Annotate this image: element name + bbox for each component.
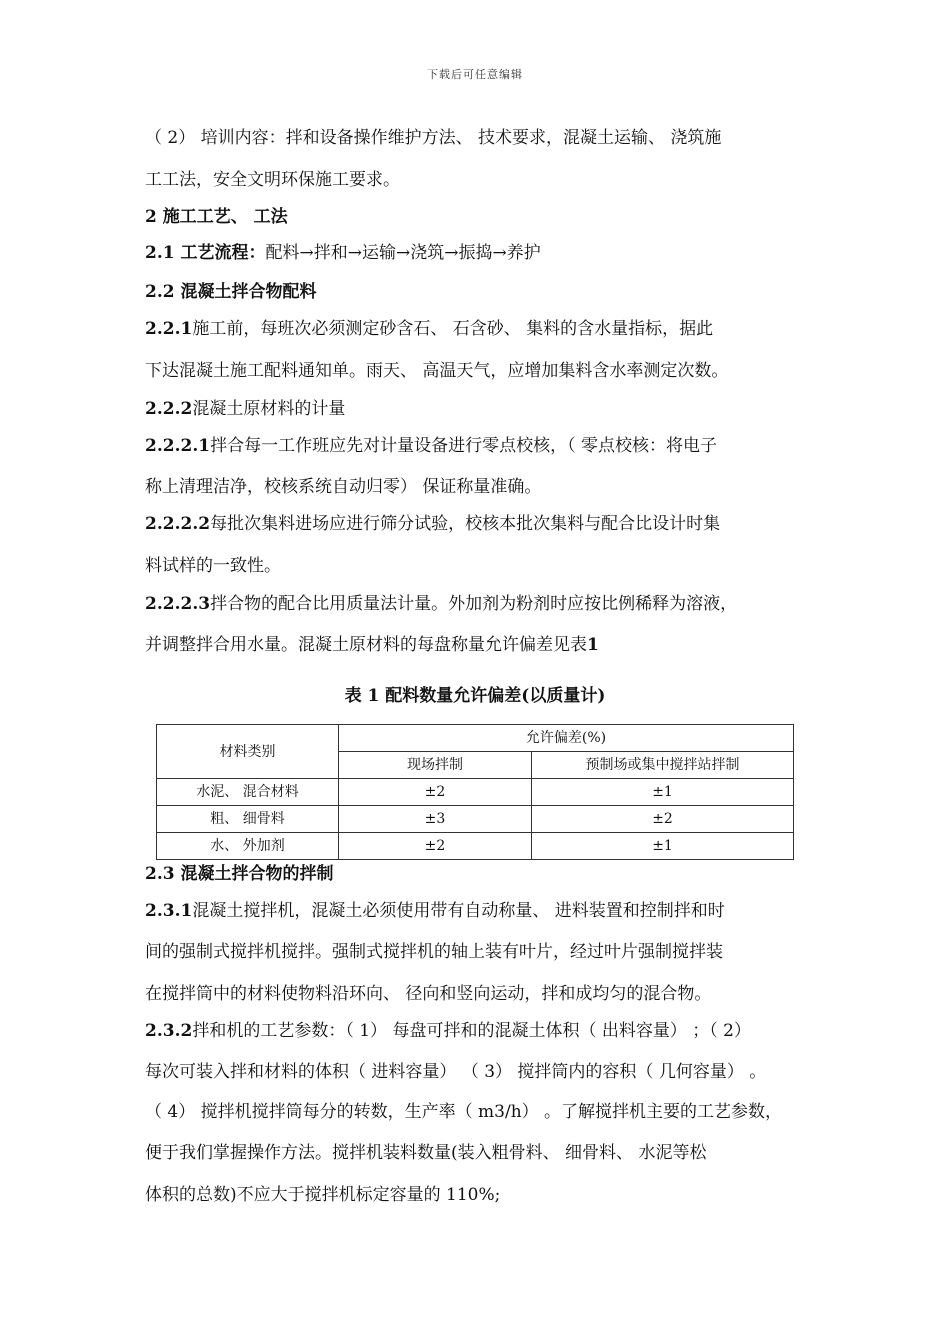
section-heading: 2.3 混凝土拌合物的拌制 xyxy=(145,864,334,884)
section-number: 2.2.2.2 xyxy=(145,514,211,534)
section-number: 2.2.2 xyxy=(145,399,193,419)
table-ref-number: 1 xyxy=(587,635,599,655)
cell-site: ±2 xyxy=(339,833,532,860)
table-row xyxy=(157,779,794,806)
section-2-2-2-1 xyxy=(145,435,717,457)
table-row xyxy=(157,806,794,833)
section-text: 施工前，每班次必须测定砂含石、 石含砂、 集料的含水量指标，据此 xyxy=(192,319,714,339)
cell-plant: ±1 xyxy=(532,833,794,860)
table-caption: 表 1 配料数量允许偏差(以质量计) xyxy=(344,686,606,706)
section-2-2-2-3 xyxy=(145,593,737,615)
paragraph-line: 间的强制式搅拌机搅拌。强制式搅拌机的轴上装有叶片，经过叶片强制搅拌装 xyxy=(145,942,723,962)
section-text: 拌合每一工作班应先对计量设备进行零点校核，（ 零点校核：将电子 xyxy=(210,436,717,456)
header-material: 材料类别 xyxy=(157,725,339,779)
table-header-row xyxy=(157,725,794,752)
section-number: 2.2.2.1 xyxy=(145,436,211,456)
section-number: 2.2.2.3 xyxy=(145,594,211,614)
paragraph-line: 下达混凝土施工配料通知单。雨天、 高温天气，应增加集料含水率测定次数。 xyxy=(145,361,729,381)
page-header: 下载后可任意编辑 xyxy=(427,68,523,81)
section-number: 2.3.1 xyxy=(145,901,193,921)
paragraph-text: 并调整拌合用水量。混凝土原材料的每盘称量允许偏差见表 xyxy=(145,635,587,655)
section-2-2-2-2 xyxy=(145,513,720,535)
paragraph-line: 工工法，安全文明环保施工要求。 xyxy=(145,170,400,190)
section-heading: 2.2 混凝土拌合物配料 xyxy=(145,282,317,302)
section-text: 每批次集料进场应进行筛分试验，校核本批次集料与配合比设计时集 xyxy=(210,514,721,534)
section-2-3-2 xyxy=(145,1020,751,1042)
section-2-1 xyxy=(145,242,541,264)
cell-plant: ±1 xyxy=(532,779,794,806)
cell-material: 粗、 细骨料 xyxy=(157,806,339,833)
cell-site: ±3 xyxy=(339,806,532,833)
paragraph-line: 便于我们掌握操作方法。搅拌机装料数量(装入粗骨料、 细骨料、 水泥等松 xyxy=(145,1143,707,1163)
table-row xyxy=(157,833,794,860)
section-text: 拌合物的配合比用质量法计量。外加剂为粉剂时应按比例稀释为溶液， xyxy=(210,594,738,614)
paragraph-line: 称上清理洁净，校核系统自动归零） 保证称量准确。 xyxy=(145,477,542,497)
section-text: 混凝土搅拌机，混凝土必须使用带有自动称量、 进料装置和控制拌和时 xyxy=(192,901,725,921)
paragraph-line: 体积的总数)不应大于搅拌机标定容量的 110%; xyxy=(145,1185,501,1205)
section-number: 2.3.2 xyxy=(145,1021,193,1041)
cell-plant: ±2 xyxy=(532,806,794,833)
cell-material: 水泥、 混合材料 xyxy=(157,779,339,806)
section-number: 2.1 工艺流程： xyxy=(145,243,266,263)
section-2-3-1 xyxy=(145,900,725,922)
paragraph-line: 料试样的一致性。 xyxy=(145,556,281,576)
section-number: 2.2.1 xyxy=(145,319,193,339)
header-plant: 预制场或集中搅拌站拌制 xyxy=(532,752,794,779)
section-2-2-2 xyxy=(145,398,345,420)
paragraph-line xyxy=(145,634,599,656)
section-heading: 2 施工工艺、 工法 xyxy=(145,207,288,227)
paragraph-line: （ 4） 搅拌机搅拌筒每分的转数，生产率（ m3/h） 。了解搅拌机主要的工艺参数， xyxy=(145,1102,783,1122)
section-text: 配料→拌和→运输→浇筑→振捣→养护 xyxy=(265,243,541,263)
paragraph-line: （ 2） 培训内容：拌和设备操作维护方法、 技术要求，混凝土运输、 浇筑施 xyxy=(145,128,722,148)
section-2-2-1 xyxy=(145,318,713,340)
paragraph-line: 每次可装入拌和材料的体积（ 进料容量） （ 3） 搅拌筒内的容积（ 几何容量） 。 xyxy=(145,1062,767,1082)
header-tolerance: 允许偏差(%) xyxy=(339,725,794,752)
cell-site: ±2 xyxy=(339,779,532,806)
cell-material: 水、 外加剂 xyxy=(157,833,339,860)
tolerance-table xyxy=(156,724,794,860)
header-site: 现场拌制 xyxy=(339,752,532,779)
section-text: 混凝土原材料的计量 xyxy=(192,399,346,419)
paragraph-line: 在搅拌筒中的材料使物料沿环向、 径向和竖向运动，拌和成均匀的混合物。 xyxy=(145,984,712,1004)
section-text: 拌和机的工艺参数：（ 1） 每盘可拌和的混凝土体积（ 出料容量） ；（ 2） xyxy=(192,1021,751,1041)
